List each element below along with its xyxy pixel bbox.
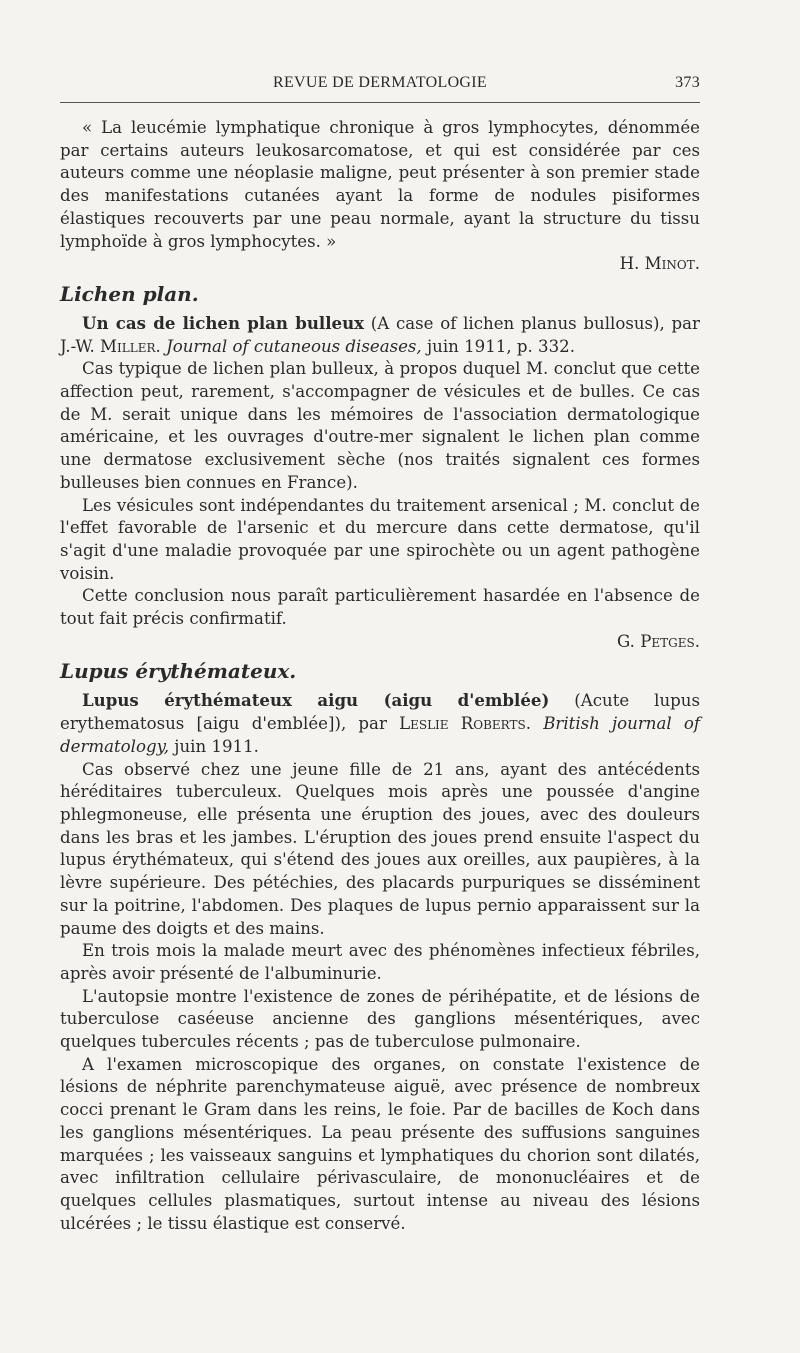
header-rule xyxy=(60,102,700,103)
article-journal: Journal of cutaneous diseases, xyxy=(166,336,422,356)
document-page xyxy=(60,70,700,1235)
body-paragraph: Cas observé chez une jeune fille de 21 ans, ayant des antécédents héréditaires tuberculeux. Quelques mois après une poussée d'angine phlegmoneuse, elle présenta une éruption des joues, avec des douleurs dans les bras et les jambes. L'éruption des joues prend ensuite l'aspect du lupus érythémateux, qui s'étend des joues aux oreilles, aux paupières, à la lèvre supérieure. Des pétéchies, des placards purpuriques se disséminent sur la poitrine, l'abdomen. Des plaques de lupus pernio apparaissent sur la paume des doigts et des mains. xyxy=(60,759,700,938)
quote-paragraph xyxy=(60,117,700,253)
article-journal: British journal of dermatology, xyxy=(60,714,701,756)
article-author: Leslie Roberts xyxy=(399,714,526,734)
article-author: Miller xyxy=(100,336,156,356)
article-ref-post: juin 1911, p. 332. xyxy=(421,336,575,356)
body-paragraph: Cas typique de lichen plan bulleux, à propos duquel M. conclut que cette affection peut, rarement, s'accompagner de vésicules et de bulles. Ce cas de M. serait unique dans les mémoires de l'association dermatologique américaine, et les ouvrages d'outre-mer signalent le lichen plan comme une dermatose exclusivement sèche (nos traités signalent ces formes bulleuses bien connues en France). xyxy=(60,359,700,492)
article-ref-mid: . xyxy=(525,714,544,734)
journal-title: REVUE DE DERMATOLOGIE xyxy=(273,74,487,91)
quote-text: « La leucémie lymphatique chronique à gros lymphocytes, dénommée par certains auteurs leukosarcomatose, et qui est considérée par ces auteurs comme une néoplasie maligne, peut présenter à son premier stade des manifestations cutanées ayant la forme de nodules pisiformes élastiques recouverts par une peau normale, ayant la structure du tissu lymphoïde à gros lymphocytes. » xyxy=(60,118,700,251)
article-ref-pre: (A case of lichen planus bullosus), par J.-W. xyxy=(60,313,700,356)
article-ref-pre: (Acute lupus erythematosus [aigu d'emblée]), par xyxy=(60,691,700,734)
body-paragraph: Les vésicules sont indépendantes du traitement arsenical ; M. conclut de l'effet favorable de l'arsenic et du mercure dans cette dermatose, qu'il s'agit d'une maladie provoquée par une spirochète ou un agent pathogène voisin. xyxy=(60,495,700,583)
body-paragraph: L'autopsie montre l'existence de zones de périhépatite, et de lésions de tuberculose caséeuse ancienne des ganglions mésentériques, avec quelques tubercules récents ; pas de tuberculose pulmonaire. xyxy=(60,986,700,1052)
running-header xyxy=(60,70,700,96)
article-title: Un cas de lichen plan bulleux xyxy=(82,312,365,333)
article-ref-post: juin 1911. xyxy=(169,736,259,756)
article-reference-lupus xyxy=(60,689,700,758)
body-paragraph: A l'examen microscopique des organes, on constate l'existence de lésions de néphrite parenchymateuse aiguë, avec présence de nombreux cocci prenant le Gram dans les reins, le foie. Par de bacilles de Koch dans les ganglions mésentériques. La peau présente des suffusions sanguines marquées ; les vaisseaux sanguins et lymphatiques du chorion sont dilatés, avec infiltration cellulaire périvasculaire, de mononucléaires et de quelques cellules plasmatiques, surtout intense au niveau des lésions ulcérées ; le tissu élastique est conservé. xyxy=(60,1054,700,1233)
section-heading-lupus: Lupus érythémateux. xyxy=(60,659,297,684)
signature-line xyxy=(60,631,700,654)
article-reference-lichen xyxy=(60,312,700,358)
quote-author: H. Minot. xyxy=(619,254,700,274)
article-ref-mid: . xyxy=(155,336,167,356)
closing-paragraph: Cette conclusion nous paraît particulièrement hasardée en l'absence de tout fait précis confirmatif. xyxy=(60,586,700,629)
page-number: 373 xyxy=(675,74,700,91)
quote-signature xyxy=(60,253,700,276)
article-title: Lupus érythémateux aigu (aigu d'emblée) xyxy=(82,690,550,711)
signature: G. Petges. xyxy=(617,631,700,651)
section-heading-lichen: Lichen plan. xyxy=(60,281,199,306)
body-paragraph: En trois mois la malade meurt avec des phénomènes infectieux fébriles, après avoir présenté de l'albuminurie. xyxy=(60,941,700,983)
